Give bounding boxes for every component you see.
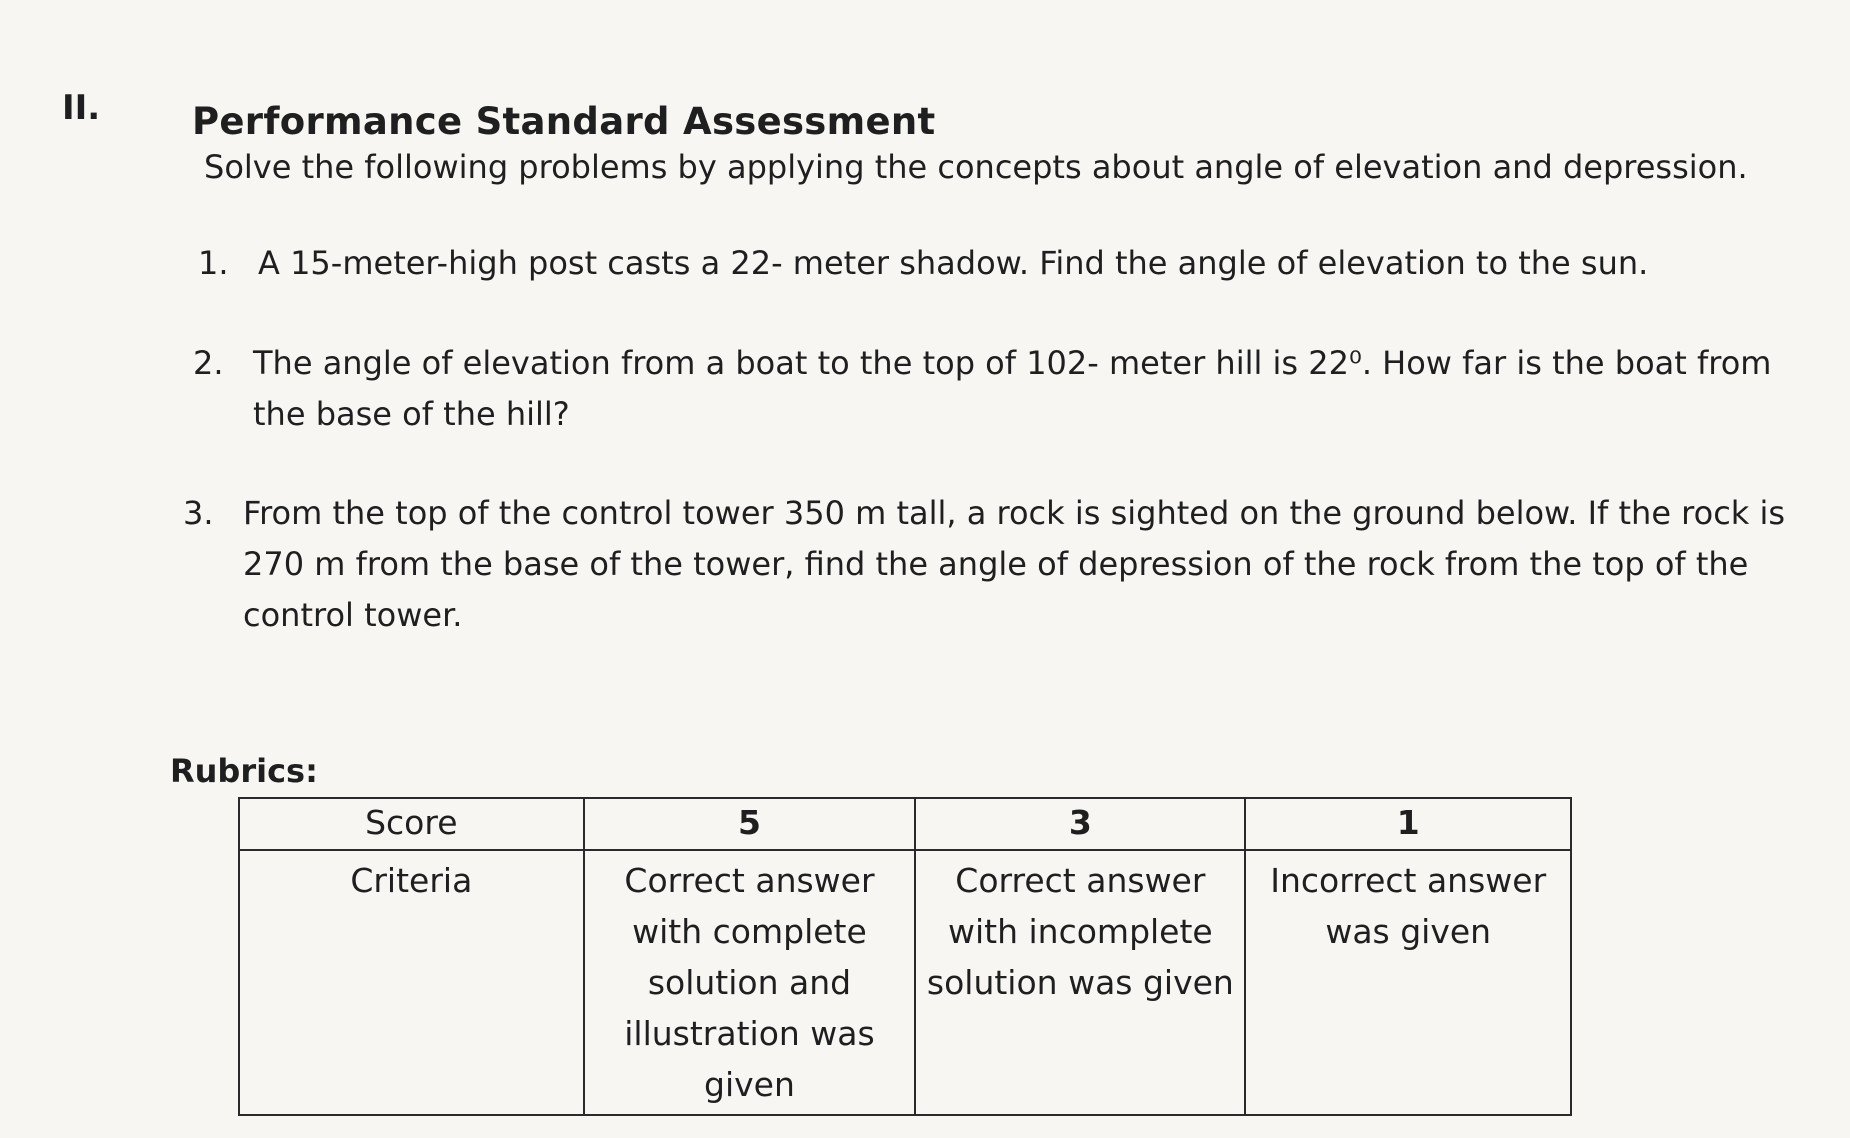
problem-number: 3. — [183, 494, 214, 532]
criteria-label-cell: Criteria — [239, 850, 584, 1115]
criteria-cell: Incorrect answer was given — [1245, 850, 1571, 1115]
rubric-header-cell: 1 — [1245, 798, 1571, 850]
rubric-header-cell: Score — [239, 798, 584, 850]
section-title: Performance Standard Assessment — [192, 100, 936, 143]
problem-text: The angle of elevation from a boat to the top of 102- meter hill is 22⁰. How far is the boat from the base of the hill? — [253, 344, 1772, 433]
section-numeral: II. — [62, 88, 101, 128]
criteria-cell: Correct answer with incomplete solution was given — [915, 850, 1245, 1115]
problem-number: 1. — [198, 244, 229, 282]
section-instructions: Solve the following problems by applying the concepts about angle of elevation and depression. — [204, 148, 1748, 186]
problem-text: A 15-meter-high post casts a 22- meter shadow. Find the angle of elevation to the sun. — [258, 244, 1649, 282]
problem-text: From the top of the control tower 350 m tall, a rock is sighted on the ground below. If the rock is 270 m from the base of the tower, find the angle of depression of the rock from the top of the control tower. — [243, 494, 1786, 634]
problem-number: 2. — [193, 344, 224, 382]
rubrics-label: Rubrics: — [170, 752, 318, 790]
rubric-header-row — [239, 798, 1571, 850]
rubric-table — [238, 797, 1572, 1116]
criteria-cell: Correct answer with complete solution and illustration was given — [584, 850, 916, 1115]
rubric-criteria-row — [239, 850, 1571, 1115]
rubric-header-cell: 3 — [915, 798, 1245, 850]
rubric-header-cell: 5 — [584, 798, 916, 850]
